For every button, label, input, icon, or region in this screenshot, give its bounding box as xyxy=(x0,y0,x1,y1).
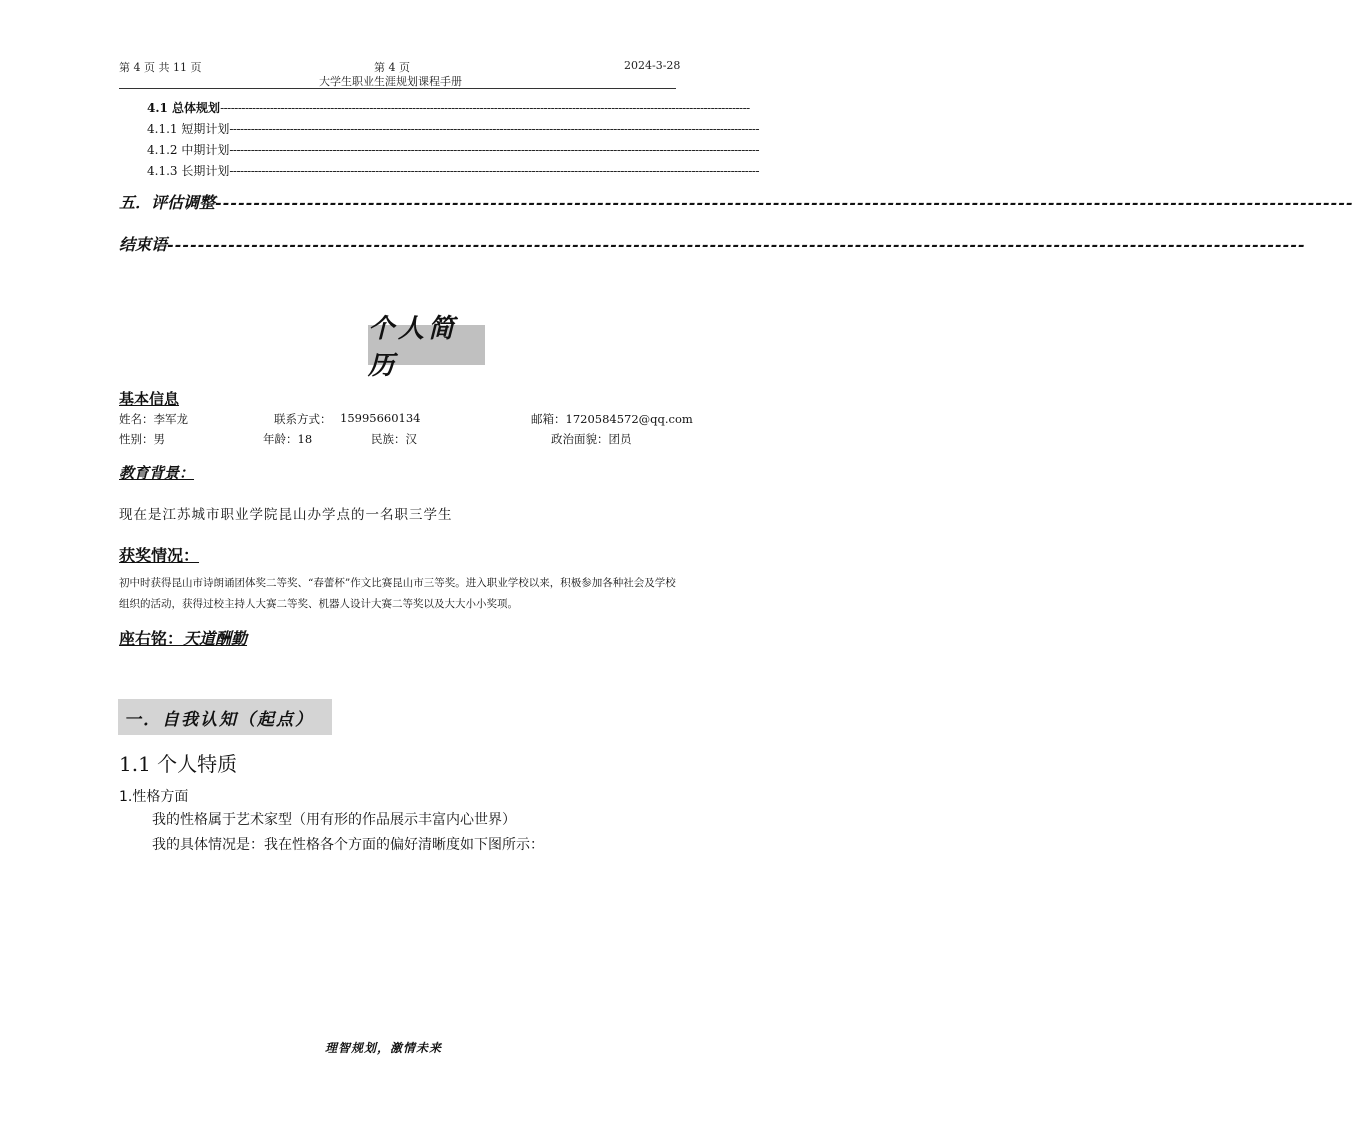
toc-leader: ----------------------------------------------------------------------------------------------------------------------------------------------------- xyxy=(167,235,1306,254)
education-text: 现在是江苏城市职业学院昆山办学点的一名职三学生 xyxy=(119,507,453,523)
subsection-personal-traits: 1.1 个人特质 xyxy=(119,752,238,776)
toc-label: 4.1.3 长期计划 xyxy=(147,164,230,178)
toc-section-label: 五．评估调整 xyxy=(119,193,216,212)
toc-leader: ----------------------------------------------------------------------------------------------------------------------------------------------------- xyxy=(229,122,760,136)
personality-line-2: 我的具体情况是：我在性格各个方面的偏好清晰度如下图所示： xyxy=(152,837,544,853)
email-field: 邮箱：1720584572@qq.com xyxy=(531,412,693,426)
toc-label: 4.1.2 中期计划 xyxy=(147,143,230,157)
education-heading: 教育背景： xyxy=(119,464,195,482)
age-field: 年龄：18 xyxy=(263,432,313,446)
header-rule xyxy=(119,88,676,89)
contact-label: 联系方式： xyxy=(274,412,332,426)
motto-label: 座右铭： xyxy=(119,629,184,648)
toc-entry[interactable] xyxy=(147,162,760,179)
awards-text: 初中时获得昆山市诗朗诵团体奖二等奖、“春蕾杯”作文比赛昆山市三等奖。进入职业学校以来，积极参加各种社会及学校组织的活动，获得过校主持人大赛二等奖、机器人设计大赛二等奖以及大大小小奖项。 xyxy=(119,577,676,610)
header-date: 2024-3-28 xyxy=(624,59,681,72)
personality-line-1: 我的性格属于艺术家型（用有形的作品展示丰富内心世界） xyxy=(152,812,516,828)
resume-title: 个人简历 xyxy=(368,325,485,365)
toc-entry[interactable] xyxy=(147,99,750,116)
ethnicity-field: 民族：汉 xyxy=(371,432,417,446)
header-page-number: 第 4 页 xyxy=(374,61,410,74)
personality-item-title: 1.性格方面 xyxy=(119,789,189,805)
gender-field: 性别：男 xyxy=(119,432,165,446)
contact-value: 15995660134 xyxy=(340,411,421,425)
motto xyxy=(119,626,247,649)
toc-section-label: 结束语 xyxy=(119,235,168,254)
section-self-awareness: 一．自我认知（起点） xyxy=(118,699,332,735)
awards-heading: 获奖情况： xyxy=(119,546,200,565)
toc-leader: ----------------------------------------------------------------------------------------------------------------------------------------------------- xyxy=(215,193,1353,212)
header-page-count: 第 4 页 共 11 页 xyxy=(119,61,202,74)
name-field: 姓名：李军龙 xyxy=(119,412,188,426)
toc-leader: ----------------------------------------------------------------------------------------------------------------------------------------------------- xyxy=(229,143,760,157)
toc-leader: ----------------------------------------------------------------------------------------------------------------------------------------------------- xyxy=(220,101,750,115)
toc-label: 4.1.1 短期计划 xyxy=(147,122,230,136)
toc-section-evaluation[interactable] xyxy=(119,190,1353,213)
header-manual-title: 大学生职业生涯规划课程手册 xyxy=(319,75,462,88)
footer-slogan: 理智规划，激情未来 xyxy=(325,1041,443,1055)
basic-info-heading: 基本信息 xyxy=(119,390,180,408)
motto-value: 天道酬勤 xyxy=(183,629,248,648)
toc-entry[interactable] xyxy=(147,141,760,158)
toc-leader: ----------------------------------------------------------------------------------------------------------------------------------------------------- xyxy=(229,164,760,178)
toc-entry[interactable] xyxy=(147,120,760,137)
toc-section-conclusion[interactable] xyxy=(119,232,1306,255)
toc-label: 4.1 总体规划 xyxy=(147,101,221,115)
political-field: 政治面貌：团员 xyxy=(551,432,632,446)
